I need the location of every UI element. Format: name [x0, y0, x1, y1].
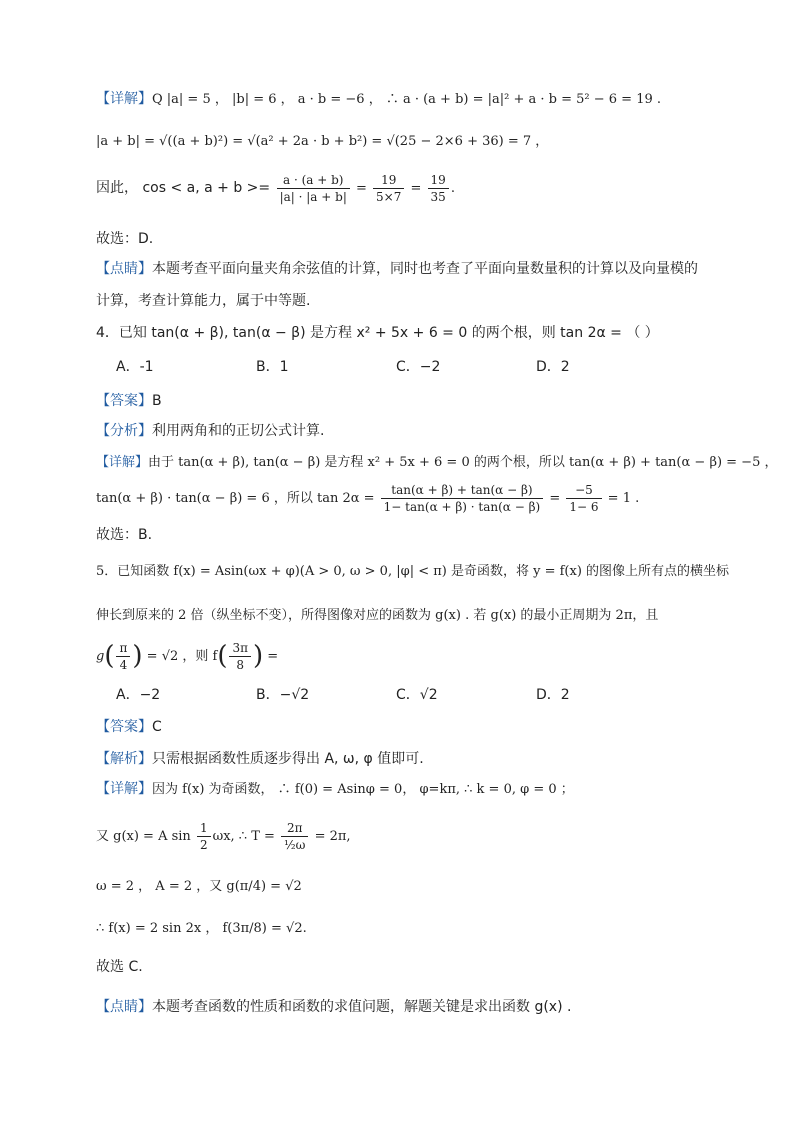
q3-cos-fraction [277, 172, 350, 205]
q5-stem-suffix: = [263, 649, 279, 664]
q4-fraction2 [566, 482, 601, 515]
q5-frac2-num: 3π [229, 640, 251, 657]
q5-stem-line2 [96, 604, 734, 627]
q5-period-num: 2π [281, 820, 308, 837]
q5-frac-den: 4 [119, 657, 128, 672]
q4-answer: B [152, 393, 162, 409]
q4-detail-line1 [96, 452, 778, 474]
q3-cos-numerator: a · (a + b) [277, 172, 350, 189]
q5-pi-4-fraction [116, 640, 130, 673]
q5-detail-mid: ωx, ∴ T = [212, 829, 280, 844]
q3-detail-text1: Q |a| = 5 ， |b| = 6 ， a · b = −6 ， ∴ a · (a + b) = |a|² + a · b = 5² − 6 = 19 . [152, 92, 662, 107]
q3-fraction2 [373, 172, 404, 205]
q5-period-den: ½ω [284, 837, 306, 852]
q4-frac2-num: −5 [566, 482, 601, 499]
q5-answer: C [152, 719, 162, 735]
q3-detail-line1 [96, 88, 734, 111]
q4-tan-den: 1− tan(α + β) · tan(α − β) [383, 499, 541, 514]
q4-option-a: A．-1 [116, 359, 154, 375]
q5-solution: 只需根据函数性质逐步得出 A, ω, φ 值即可. [152, 751, 424, 767]
solution-tag: 【解析】 [96, 751, 152, 767]
q5-frac2-den: 8 [236, 657, 245, 672]
q5-comment: 本题考查函数的性质和函数的求值问题，解题关键是求出函数 g(x) . [152, 999, 572, 1015]
q5-stem-mid: = √2 ，则 f [142, 649, 218, 664]
q4-suffix: = 1 . [603, 491, 640, 506]
q5-detail-suffix: = 2π, [310, 829, 351, 844]
q5-3pi-8-fraction [229, 640, 251, 673]
comment-tag: 【点睛】 [96, 999, 152, 1015]
q3-cos-denominator: |a| · |a + b| [279, 189, 347, 204]
q3-eq2: = [406, 181, 426, 196]
q5-option-d: D．2 [536, 687, 570, 703]
q3-comment-line1 [96, 258, 734, 280]
q5-comment-line [96, 996, 734, 1018]
q5-choice: 故选 C. [96, 959, 143, 975]
q3-detail-line2 [96, 130, 734, 153]
q5-answer-line [96, 716, 734, 738]
q5-period-fraction [281, 820, 308, 853]
q4-analysis-line [96, 420, 734, 442]
q4-detail-line2 [96, 478, 734, 519]
q5-stem-line1 [96, 560, 734, 583]
q5-stem-text2: 伸长到原来的 2 倍（纵坐标不变），所得图像对应的函数为 g(x) . 若 g(x) 的最小正周期为 2π，且 [96, 608, 659, 623]
q4-stem: 4．已知 tan(α + β), tan(α − β) 是方程 x² + 5x + 6 = 0 的两个根，则 tan 2α = （ ） [96, 325, 659, 341]
q5-detail-line1 [96, 778, 734, 801]
q4-detail-text1: 由于 tan(α + β), tan(α − β) 是方程 x² + 5x + 6 = 0 的两个根，所以 tan(α + β) + tan(α − β) = −5 ， [148, 455, 778, 470]
q5-lparen2: ( [217, 641, 228, 671]
q3-detail-text2: |a + b| = √((a + b)²) = √(a² + 2a · b + b²) = √(25 − 2×6 + 36) = 7 ， [96, 134, 549, 149]
q4-choice: 故选：B. [96, 527, 153, 543]
q5-stem-line3 [96, 634, 734, 679]
q4-tan-fraction [381, 482, 544, 515]
q5-detail-prefix: 又 g(x) = A sin [96, 829, 195, 844]
q4-tan-num: tan(α + β) + tan(α − β) [381, 482, 544, 499]
comment-tag: 【点睛】 [96, 261, 152, 277]
q3-detail-line3 [96, 170, 734, 207]
q4-options [116, 356, 734, 378]
q4-analysis: 利用两角和的正切公式计算. [152, 423, 325, 439]
q5-detail-line4: ∴ f(x) = 2 sin 2x ， f(3π/8) = √2. [96, 921, 307, 936]
detail-tag: 【详解】 [96, 91, 152, 107]
q4-option-b: B．1 [256, 359, 289, 375]
detail-tag: 【详解】 [96, 781, 152, 797]
q4-frac2-den: 1− 6 [569, 499, 599, 514]
q5-g-prefix: g [96, 649, 105, 664]
q5-option-a: A．−2 [116, 687, 161, 703]
q5-rparen2: ) [253, 641, 264, 671]
q3-frac3-den: 35 [430, 189, 446, 204]
q4-option-c: C．−2 [396, 359, 441, 375]
analysis-tag: 【分析】 [96, 423, 152, 439]
answer-tag: 【答案】 [96, 393, 152, 409]
q5-stem-text1: 5．已知函数 f(x) = Asin(ωx + φ)(A > 0, ω > 0, |φ| < π) 是奇函数，将 y = f(x) 的图像上所有点的横坐标 [96, 564, 730, 579]
q4-eq: = [545, 491, 565, 506]
q3-suffix: . [450, 181, 455, 196]
q4-answer-line [96, 390, 734, 412]
q5-option-c: C．√2 [396, 687, 438, 703]
q4-detail-prefix: tan(α + β) · tan(α − β) = 6 ，所以 tan 2α = [96, 491, 379, 506]
detail-tag: 【详解】 [96, 455, 149, 470]
q5-option-b: B．−√2 [256, 687, 310, 703]
q3-fraction3 [428, 172, 449, 205]
q5-options [116, 684, 734, 706]
q5-half-den: 2 [199, 837, 208, 852]
q5-lparen: ( [104, 641, 115, 671]
q5-detail-line3: ω = 2 ， A = 2 ，又 g(π/4) = √2 [96, 879, 302, 894]
q5-detail-line2 [96, 808, 734, 865]
q3-comment-line2: 计算，考查计算能力，属于中等题. [96, 293, 311, 309]
q3-choice: 故选：D. [96, 231, 154, 247]
q5-frac-num: π [116, 640, 130, 657]
q5-solution-line [96, 748, 734, 770]
q3-frac2-num: 19 [373, 172, 404, 189]
q5-half-num: 1 [197, 820, 211, 837]
q3-comment-text1: 本题考查平面向量夹角余弦值的计算，同时也考查了平面向量数量积的计算以及向量模的 [152, 261, 698, 277]
q3-eq1: = [351, 181, 372, 196]
q3-frac2-den: 5×7 [376, 189, 402, 204]
q5-half-fraction [197, 820, 211, 853]
answer-tag: 【答案】 [96, 719, 152, 735]
q3-cos-prefix: 因此， cos < a, a + b >= [96, 180, 275, 196]
q3-frac3-num: 19 [428, 172, 449, 189]
q5-rparen: ) [132, 641, 143, 671]
q4-option-d: D．2 [536, 359, 570, 375]
q5-detail-text1: 因为 f(x) 为奇函数， ∴ f(0) = Asinφ = 0， φ=kπ, ∴ k = 0, φ = 0 ； [152, 782, 574, 797]
